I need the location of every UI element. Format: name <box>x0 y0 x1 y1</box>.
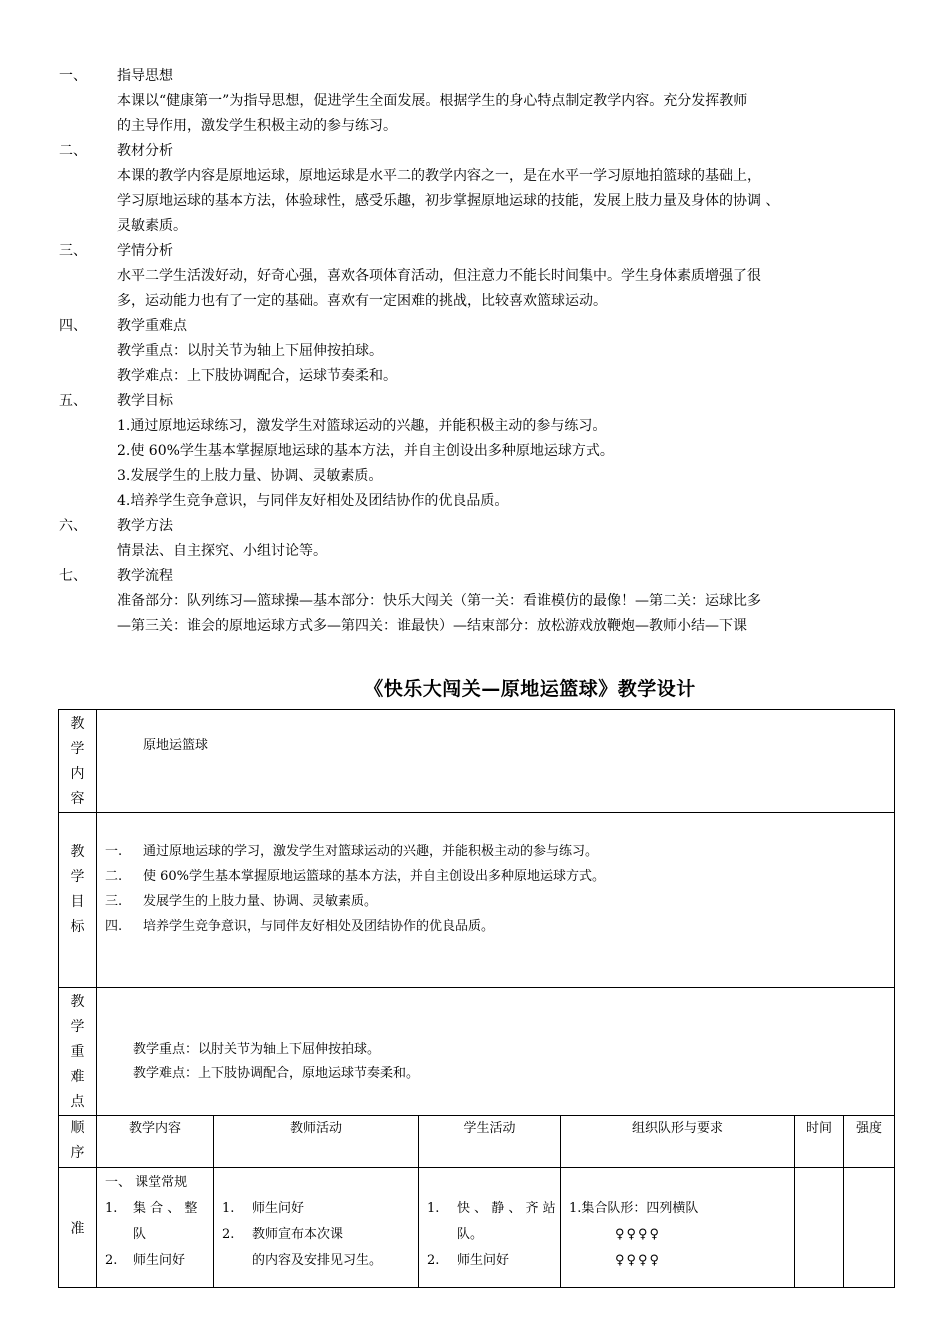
section-title: 教学重难点 <box>117 318 187 334</box>
row-goals <box>59 813 895 988</box>
section-3 <box>59 239 899 314</box>
section-heading <box>59 314 899 339</box>
goal-item <box>97 889 894 914</box>
section-line: 学习原地运球的基本方法，体验球性，感受乐趣，初步掌握原地运球的技能，发展上肢力量及身体的协调 、 <box>117 193 780 209</box>
section-line: 4.培养学生竞争意识，与同伴友好相处及团结协作的优良品质。 <box>117 493 509 509</box>
row-headers <box>59 1116 895 1168</box>
section-line: 本课的教学内容是原地运球，原地运球是水平二的教学内容之一，是在水平一学习原地拍篮球的基础上， <box>117 168 761 184</box>
label-char: 学 <box>70 1019 85 1035</box>
label-char: 重 <box>70 1044 85 1060</box>
section-number: 三、 <box>59 243 87 259</box>
section-title: 教学流程 <box>117 568 173 584</box>
goal-item <box>97 839 894 864</box>
section-heading <box>59 64 899 89</box>
row-content <box>59 710 895 813</box>
list-item-text: 队 <box>133 1227 147 1242</box>
section-line: 灵敏素质。 <box>117 218 187 234</box>
section-number: 二、 <box>59 143 87 159</box>
section-7 <box>59 564 899 639</box>
list-item-text: 师生问好 <box>252 1201 305 1216</box>
label-char: 标 <box>70 919 85 935</box>
section-heading <box>59 514 899 539</box>
header-intensity: 强度 <box>844 1116 895 1168</box>
section-6 <box>59 514 899 564</box>
list-item-number: 1. <box>222 1201 235 1216</box>
label-char: 难 <box>70 1069 85 1085</box>
label-char: 学 <box>70 869 85 885</box>
header-content: 教学内容 <box>97 1116 214 1168</box>
section-number: 七、 <box>59 568 87 584</box>
list-item-text: 集 合 、 整 <box>133 1201 198 1216</box>
section-line: 1.通过原地运球练习，激发学生对篮球运动的兴趣，并能积极主动的参与练习。 <box>117 418 607 434</box>
goal-number: 二. <box>105 869 123 884</box>
prep-content <box>97 1168 214 1288</box>
goal-item <box>97 914 894 939</box>
list-item-number <box>214 1248 252 1274</box>
section-number: 四、 <box>59 318 87 334</box>
header-time: 时间 <box>795 1116 844 1168</box>
list-item-number <box>97 1222 133 1248</box>
section-line: 准备部分：队列练习—篮球操—基本部分：快乐大闯关（第一关：看谁模仿的最像！—第二关：运球比多 <box>117 593 761 609</box>
section-title: 指导思想 <box>117 68 173 84</box>
org-formation-row-1: ♀♀♀♀ <box>615 1227 662 1242</box>
org-formation-row-2: ♀♀♀♀ <box>615 1253 662 1268</box>
section-4 <box>59 314 899 389</box>
section-line: —第三关：谁会的原地运球方式多—第四关：谁最快）—结束部分：放松游戏放鞭炮—教师小结—下课 <box>117 618 747 634</box>
list-item-number: 2. <box>222 1227 235 1242</box>
section-1 <box>59 64 899 139</box>
list-item-number <box>419 1222 457 1248</box>
header-student: 学生活动 <box>419 1116 561 1168</box>
section-line: 3.发展学生的上肢力量、协调、灵敏素质。 <box>117 468 383 484</box>
goal-number: 一. <box>105 844 123 859</box>
list-item <box>214 1196 418 1222</box>
list-item <box>97 1248 213 1274</box>
row-prep <box>59 1168 895 1288</box>
list-item <box>214 1248 418 1274</box>
section-line: 的主导作用，激发学生积极主动的参与练习。 <box>117 118 397 134</box>
section-number: 五、 <box>59 393 87 409</box>
keypoints-label <box>59 988 97 1116</box>
list-item <box>214 1222 418 1248</box>
goal-number: 三. <box>105 894 123 909</box>
label-char: 序 <box>70 1145 85 1161</box>
prep-intensity <box>844 1168 895 1288</box>
list-item-text: 的内容及安排见习生。 <box>252 1253 383 1268</box>
header-teacher: 教师活动 <box>214 1116 419 1168</box>
goal-text: 通过原地运球的学习，激发学生对篮球运动的兴趣，并能积极主动的参与练习。 <box>143 844 599 859</box>
list-item <box>419 1222 560 1248</box>
list-item-number: 1. <box>427 1201 440 1216</box>
goals-label <box>59 813 97 988</box>
keypoints-cell <box>97 988 895 1116</box>
label-char: 教 <box>70 844 85 860</box>
list-item-number: 1. <box>105 1201 118 1216</box>
section-number: 六、 <box>59 518 87 534</box>
content-cell <box>97 710 895 813</box>
list-item <box>97 1196 213 1222</box>
list-item-text: 教师宣布本次课 <box>252 1227 344 1242</box>
section-line: 本课以“健康第一”为指导思想，促进学生全面发展。根据学生的身心特点制定教学内容。充分发挥教师 <box>117 93 748 109</box>
label-char: 教 <box>70 716 85 732</box>
section-title: 学情分析 <box>117 243 173 259</box>
section-heading <box>59 139 899 164</box>
row-keypoints <box>59 988 895 1116</box>
list-item-number: 2. <box>427 1253 440 1268</box>
list-item-number: 2. <box>105 1253 118 1268</box>
section-5 <box>59 389 899 514</box>
prep-content-items <box>97 1196 213 1274</box>
prep-student-items <box>419 1168 560 1274</box>
label-char: 目 <box>70 894 85 910</box>
section-heading <box>59 389 899 414</box>
section-line: 情景法、自主探究、小组讨论等。 <box>117 543 327 559</box>
label-char: 学 <box>70 741 85 757</box>
section-line: 多，运动能力也有了一定的基础。喜欢有一定困难的挑战，比较喜欢篮球运动。 <box>117 293 607 309</box>
prep-teacher <box>214 1168 419 1288</box>
section-line: 教学重点：以肘关节为轴上下屈伸按拍球。 <box>117 343 383 359</box>
prep-org <box>561 1168 795 1288</box>
goal-text: 使 60%学生基本掌握原地运篮球的基本方法，并自主创设出多种原地运球方式。 <box>143 869 606 884</box>
content-label <box>59 710 97 813</box>
section-line: 教学难点：上下肢协调配合，运球节奏柔和。 <box>117 368 397 384</box>
header-order <box>59 1116 97 1168</box>
label-char: 顺 <box>70 1120 85 1136</box>
goal-text: 培养学生竞争意识，与同伴友好相处及团结协作的优良品质。 <box>143 919 495 934</box>
prep-order: 准 <box>59 1168 97 1288</box>
section-title: 教材分析 <box>117 143 173 159</box>
design-title: 《快乐大闯关—原地运篮球》教学设计 <box>364 678 696 700</box>
list-item-text: 师生问好 <box>133 1253 186 1268</box>
list-item <box>419 1248 560 1274</box>
list-item <box>419 1196 560 1222</box>
list-item-text: 快 、 静 、 齐 站 <box>457 1201 556 1216</box>
section-line: 水平二学生活泼好动，好奇心强，喜欢各项体育活动，但注意力不能长时间集中。学生身体素质增强了很 <box>117 268 761 284</box>
list-item <box>97 1222 213 1248</box>
goals-cell <box>97 813 895 988</box>
goals-list <box>97 813 894 939</box>
section-heading <box>59 239 899 264</box>
list-item-text: 队。 <box>457 1227 484 1242</box>
section-heading <box>59 564 899 589</box>
prep-student <box>419 1168 561 1288</box>
label-char: 教 <box>70 994 85 1010</box>
keypoint-text: 教学重点：以肘关节为轴上下屈伸按拍球。 <box>133 1042 381 1057</box>
difficulty-text: 教学难点：上下肢协调配合，原地运球节奏柔和。 <box>133 1066 420 1081</box>
org-line: 1.集合队形：四列横队 <box>569 1201 699 1216</box>
label-char: 内 <box>70 766 85 782</box>
lesson-plan-table <box>58 709 895 1288</box>
section-number: 一、 <box>59 68 87 84</box>
prep-content-title: 一、 课堂常规 <box>105 1175 188 1190</box>
goal-number: 四. <box>105 919 123 934</box>
section-2 <box>59 139 899 239</box>
section-title: 教学方法 <box>117 518 173 534</box>
prep-time <box>795 1168 844 1288</box>
list-item-text: 师生问好 <box>457 1253 510 1268</box>
section-title: 教学目标 <box>117 393 173 409</box>
content-text: 原地运篮球 <box>143 738 209 753</box>
label-char: 容 <box>70 791 85 807</box>
label-char: 点 <box>70 1094 85 1110</box>
goal-item <box>97 864 894 889</box>
prep-teacher-items <box>214 1168 418 1274</box>
section-line: 2.使 60%学生基本掌握原地运球的基本方法，并自主创设出多种原地运球方式。 <box>117 443 614 459</box>
header-org: 组织队形与要求 <box>561 1116 795 1168</box>
goal-text: 发展学生的上肢力量、协调、灵敏素质。 <box>143 894 378 909</box>
